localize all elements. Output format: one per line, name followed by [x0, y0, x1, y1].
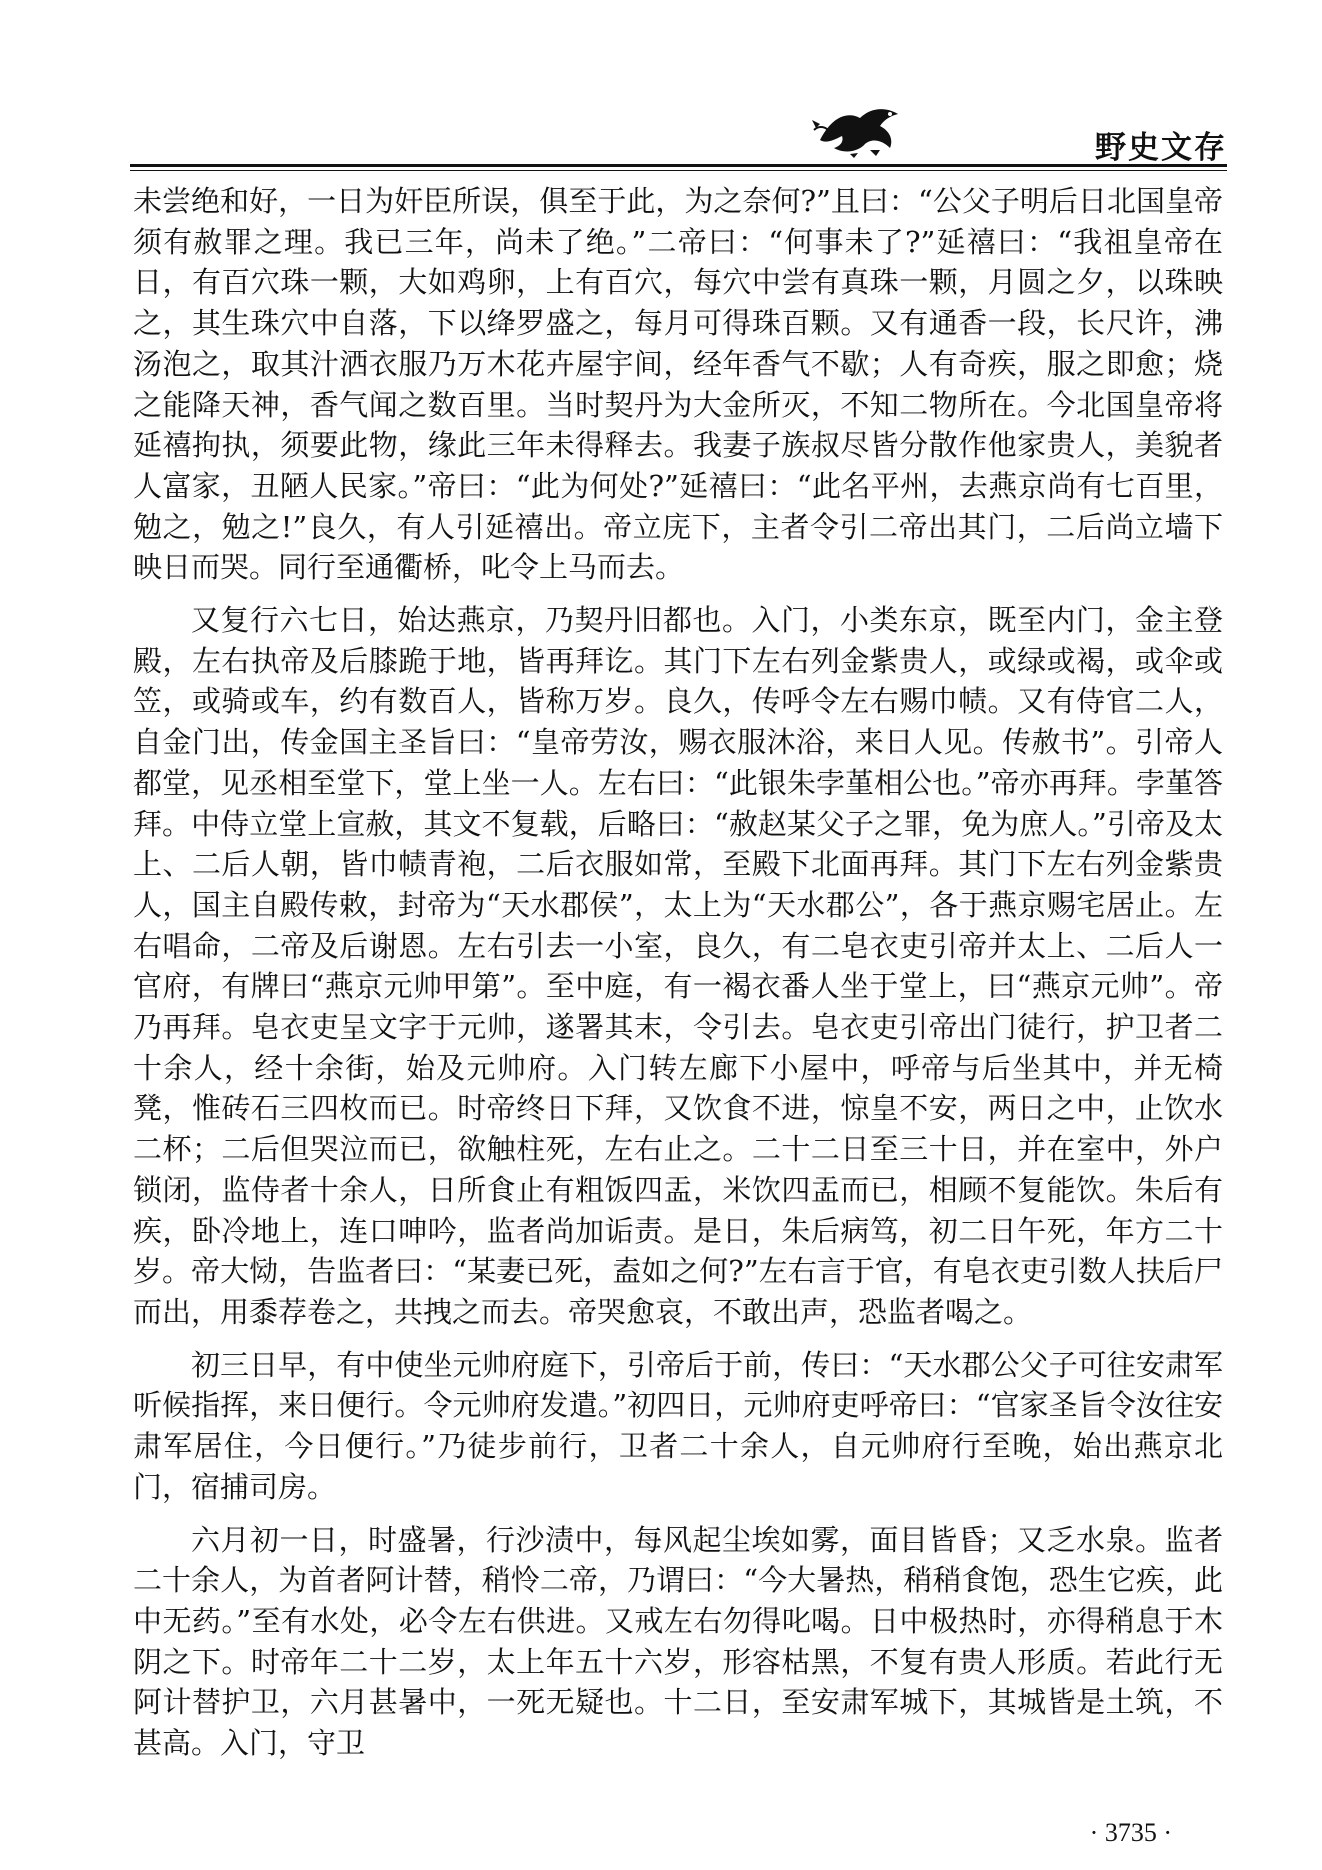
body-text — [133, 181, 1223, 1776]
page-header — [130, 100, 1227, 166]
paragraph: 又复行六七日，始达燕京，乃契丹旧都也。入门，小类东京，既至内门，金主登殿，左右执帝及后膝跪于地，皆再拜讫。其门下左右列金紫贵人，或绿或褐，或伞或笠，或骑或车，约有数百人，皆称万岁。良久，传呼令左右赐巾帻。又有侍官二人，自金门出，传金国主圣旨曰：“皇帝劳汝，赐衣服沐浴，来日人见。传赦书”。引帝人都堂，见丞相至堂下，堂上坐一人。左右曰：“此银朱孛堇相公也。”帝亦再拜。孛堇答拜。中侍立堂上宣赦，其文不复载，后略曰：“赦赵某父子之罪，免为庶人。”引帝及太上、二后人朝，皆巾帻青袍，二后衣服如常，至殿下北面再拜。其门下左右列金紫贵人，国主自殿传敕，封帝为“天水郡侯”，太上为“天水郡公”，各于燕京赐宅居止。左右唱命，二帝及后谢恩。左右引去一小室，良久，有二皂衣吏引帝并太上、二后人一官府，有牌曰“燕京元帅甲第”。至中庭，有一褐衣番人坐于堂上，曰“燕京元帅”。帝乃再拜。皂衣吏呈文字于元帅，遂署其末，令引去。皂衣吏引帝出门徒行，护卫者二十余人，经十余街，始及元帅府。入门转左廊下小屋中，呼帝与后坐其中，并无椅凳，惟砖石三四枚而已。时帝终日下拜，又饮食不进，惊皇不安，两日之中，止饮水二杯；二后但哭泣而已，欲触柱死，左右止之。二十二日至三十日，并在室中，外户锁闭，监侍者十余人，日所食止有粗饭四盂，米饮四盂而已，相顾不复能饮。朱后有疾，卧冷地上，连口呻吟，监者尚加诟责。是日，朱后病笃，初二日午死，年方二十岁。帝大恸，告监者曰：“某妻已死，盍如之何?”左右言于官，有皂衣吏引数人扶后尸而出，用黍荐卷之，共拽之而去。帝哭愈哀，不敢出声，恐监者喝之。 — [133, 603, 1223, 1329]
header-rule-thin — [130, 170, 1227, 171]
page-number: · 3735 · — [1089, 1818, 1172, 1847]
dragon-emblem-icon — [810, 100, 910, 158]
paragraph: 未尝绝和好，一日为奸臣所误，俱至于此，为之奈何?”且曰：“公父子明后日北国皇帝须有赦罪之理。我已三年，尚未了绝。”二帝曰：“何事未了?”延禧曰：“我祖皇帝在日，有百穴珠一颗，大如鸡卵，上有百穴，每穴中尝有真珠一颗，月圆之夕，以珠映之，其生珠穴中自落，下以绛罗盛之，每月可得珠百颗。又有通香一段，长尺许，沸汤泡之，取其汁洒衣服乃万木花卉屋宇间，经年香气不歇；人有奇疾，服之即愈；烧之能降天神，香气闻之数百里。当时契丹为大金所灭，不知二物所在。今北国皇帝将延禧拘执，须要此物，缘此三年未得释去。我妻子族叔尽皆分散作他家贵人，美貌者人富家，丑陋人民家。”帝曰：“此为何处?”延禧曰：“此名平州，去燕京尚有七百里，勉之，勉之!”良久，有人引延禧出。帝立庑下，主者令引二帝出其门，二后尚立墙下映日而哭。同行至通衢桥，叱令上马而去。 — [133, 184, 1223, 585]
series-title: 野史文存 — [1095, 130, 1227, 166]
header-rule — [130, 164, 1227, 167]
paragraph: 初三日早，有中使坐元帅府庭下，引帝后于前，传曰：“天水郡公父子可往安肃军听候指挥，来日便行。令元帅府发遣。”初四日，元帅府吏呼帝曰：“官家圣旨令汝往安肃军居住，今日便行。”乃徒步前行，卫者二十余人，自元帅府行至晚，始出燕京北门，宿捕司房。 — [133, 1347, 1223, 1504]
paragraph: 六月初一日，时盛暑，行沙渍中，每风起尘埃如雾，面目皆昏；又乏水泉。监者二十余人，为首者阿计替，稍怜二帝，乃谓曰：“今大暑热，稍稍食饱，恐生它疾，此中无药。”至有水处，必令左右供进。又戒左右勿得叱喝。日中极热时，亦得稍息于木阴之下。时帝年二十二岁，太上年五十六岁，形容枯黑，不复有贵人形质。若此行无阿计替护卫，六月甚暑中，一死无疑也。十二日，至安肃军城下，其城皆是土筑，不甚高。入门，守卫 — [133, 1522, 1223, 1761]
